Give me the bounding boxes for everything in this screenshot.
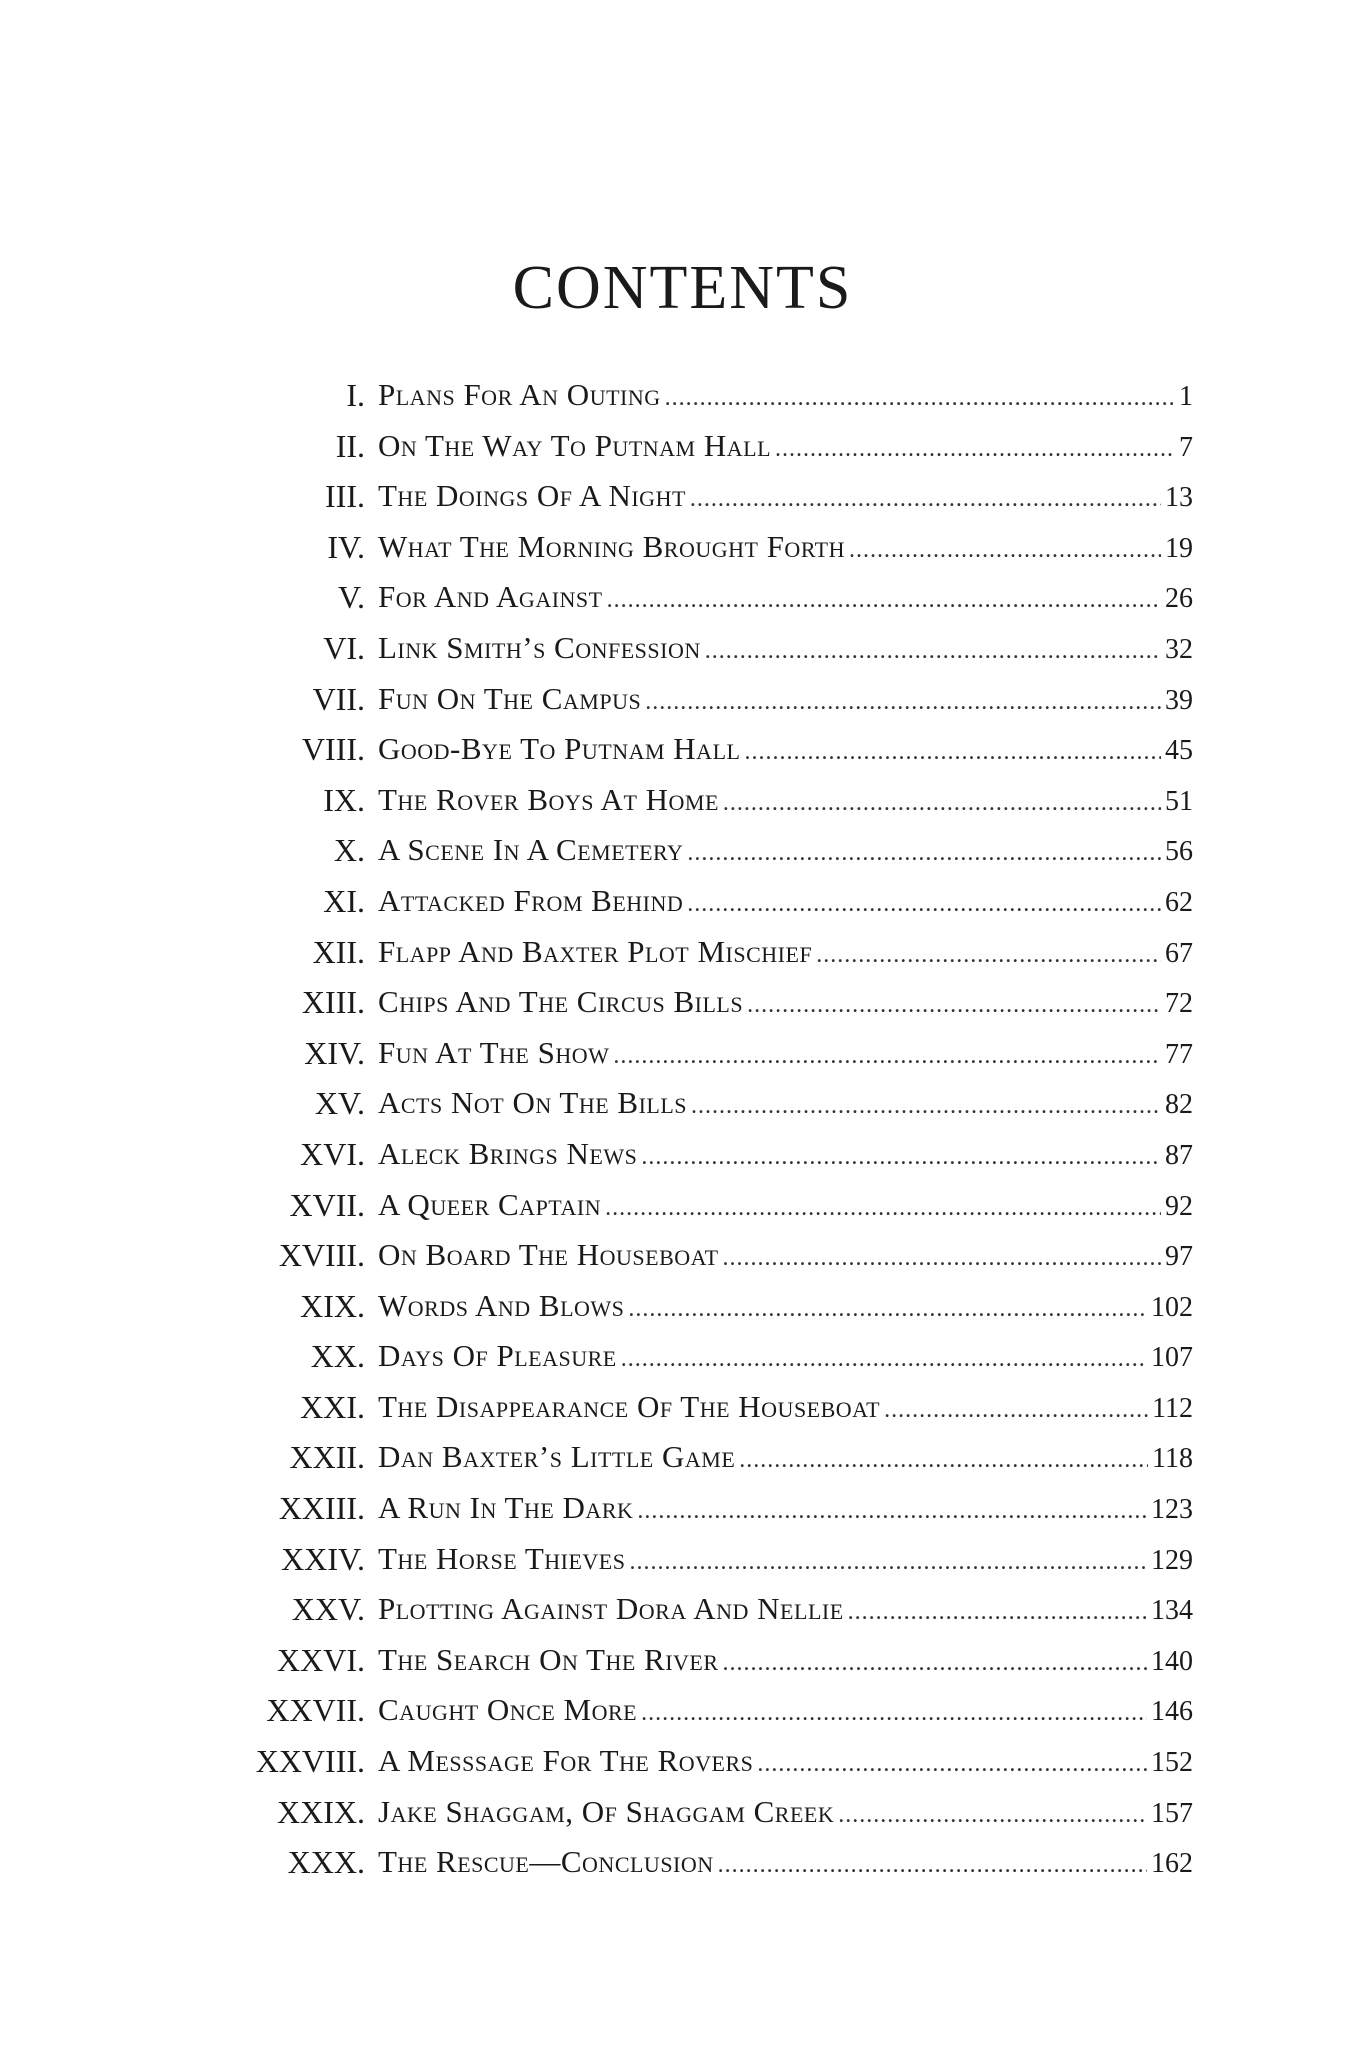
chapter-number: XXII. <box>289 1439 365 1476</box>
dot-leader <box>848 1587 1147 1637</box>
chapter-line <box>378 370 1193 423</box>
dot-leader <box>687 828 1161 878</box>
chapter-number: VII. <box>312 680 365 717</box>
chapter-line <box>378 977 1193 1030</box>
chapter-title: For And Against <box>378 579 603 615</box>
chapter-title: Acts Not On The Bills <box>378 1085 688 1121</box>
toc-entry[interactable] <box>0 876 1365 927</box>
chapter-number: XI. <box>323 882 365 919</box>
chapter-line <box>378 825 1193 878</box>
chapter-title: On The Way To Putnam Hall <box>378 427 772 463</box>
chapter-line <box>378 674 1193 727</box>
chapter-title: Jake Shaggam, Of Shaggam Creek <box>378 1793 835 1829</box>
page-number: 112 <box>1152 1392 1193 1424</box>
chapter-title: The Horse Thieves <box>378 1540 626 1576</box>
dot-leader <box>665 373 1175 423</box>
toc-entry[interactable] <box>0 572 1365 623</box>
toc-entry[interactable] <box>0 1534 1365 1585</box>
chapter-title: The Doings Of A Night <box>378 478 686 514</box>
toc-entry[interactable] <box>0 1635 1365 1686</box>
chapter-title: Chips And The Circus Bills <box>378 984 744 1020</box>
chapter-number: XVIII. <box>278 1237 365 1274</box>
chapter-number: XXIV. <box>281 1540 365 1577</box>
toc-entry[interactable] <box>0 421 1365 472</box>
chapter-number: XXVIII. <box>255 1743 365 1780</box>
chapter-line <box>378 1180 1193 1233</box>
page-number: 97 <box>1165 1241 1193 1273</box>
chapter-number: XX. <box>310 1338 365 1375</box>
toc-entry[interactable] <box>0 1837 1365 1888</box>
toc-entry[interactable] <box>0 927 1365 978</box>
dot-leader <box>723 1233 1161 1283</box>
chapter-number: XXX. <box>287 1844 365 1881</box>
dot-leader <box>621 1334 1147 1384</box>
toc-entry[interactable] <box>0 1180 1365 1231</box>
dot-leader <box>637 1486 1147 1536</box>
toc-entry[interactable] <box>0 1483 1365 1534</box>
toc-entry[interactable] <box>0 522 1365 573</box>
page-number: 134 <box>1151 1595 1193 1627</box>
chapter-line <box>378 623 1193 676</box>
chapter-number: XXI. <box>300 1388 365 1425</box>
chapter-number: XIII. <box>301 984 365 1021</box>
chapter-line <box>378 522 1193 575</box>
dot-leader <box>687 879 1161 929</box>
toc-entry[interactable] <box>0 1584 1365 1635</box>
chapter-number: XXIX. <box>277 1793 365 1830</box>
dot-leader <box>705 626 1161 676</box>
dot-leader <box>641 1132 1161 1182</box>
page-number: 51 <box>1165 785 1193 817</box>
chapter-line <box>378 1078 1193 1131</box>
page-number: 56 <box>1165 836 1193 868</box>
chapter-number: XVI. <box>300 1135 365 1172</box>
toc-entry[interactable] <box>0 471 1365 522</box>
toc-entry[interactable] <box>0 1281 1365 1332</box>
toc-entry[interactable] <box>0 1432 1365 1483</box>
toc-entry[interactable] <box>0 775 1365 826</box>
dot-leader <box>757 1739 1147 1789</box>
chapter-title: What The Morning Brought Forth <box>378 528 845 564</box>
page-number: 82 <box>1165 1089 1193 1121</box>
chapter-number: VI. <box>323 629 365 666</box>
chapter-number: XIX. <box>300 1287 365 1324</box>
chapter-number: XIV. <box>304 1034 365 1071</box>
chapter-number: II. <box>335 427 365 464</box>
chapter-title: Dan Baxter’s Little Game <box>378 1439 736 1475</box>
chapter-number: XXVI. <box>277 1641 365 1678</box>
toc-entry[interactable] <box>0 1230 1365 1281</box>
toc-entry[interactable] <box>0 1129 1365 1180</box>
toc-entry[interactable] <box>0 1028 1365 1079</box>
page-number: 26 <box>1165 583 1193 615</box>
chapter-line <box>378 1028 1193 1081</box>
dot-leader <box>775 424 1175 474</box>
chapter-title: A Queer Captain <box>378 1186 602 1222</box>
toc-entry[interactable] <box>0 1736 1365 1787</box>
page-number: 140 <box>1151 1645 1193 1677</box>
chapter-title: Caught Once More <box>378 1692 638 1728</box>
chapter-title: Flapp And Baxter Plot Mischief <box>378 933 813 969</box>
dot-leader <box>629 1537 1147 1587</box>
dot-leader <box>690 474 1161 524</box>
dot-leader <box>747 980 1161 1030</box>
toc-entry[interactable] <box>0 1078 1365 1129</box>
page-number: 32 <box>1165 633 1193 665</box>
page-number: 92 <box>1165 1190 1193 1222</box>
dot-leader <box>691 1081 1161 1131</box>
toc-entry[interactable] <box>0 674 1365 725</box>
chapter-title: Aleck Brings News <box>378 1135 638 1171</box>
chapter-line <box>378 1331 1193 1384</box>
chapter-title: Fun At The Show <box>378 1034 610 1070</box>
page-number: 7 <box>1179 431 1193 463</box>
toc-entry[interactable] <box>0 724 1365 775</box>
chapter-number: VIII. <box>301 731 365 768</box>
chapter-title: The Search On The River <box>378 1641 719 1677</box>
dot-leader <box>607 575 1161 625</box>
dot-leader <box>718 1840 1147 1890</box>
dot-leader <box>605 1183 1161 1233</box>
chapter-line <box>378 1534 1193 1587</box>
toc-entry[interactable] <box>0 370 1365 421</box>
page-number: 102 <box>1151 1291 1193 1323</box>
chapter-title: Fun On The Campus <box>378 680 642 716</box>
toc-entry[interactable] <box>0 1382 1365 1433</box>
chapter-title: On Board The Houseboat <box>378 1237 719 1273</box>
dot-leader <box>613 1031 1161 1081</box>
chapter-line <box>378 1736 1193 1789</box>
dot-leader <box>723 1638 1147 1688</box>
dot-leader <box>744 727 1161 777</box>
page-number: 152 <box>1151 1747 1193 1779</box>
chapter-number: XXIII. <box>278 1490 365 1527</box>
chapter-line <box>378 421 1193 474</box>
page-number: 45 <box>1165 735 1193 767</box>
page-number: 13 <box>1165 482 1193 514</box>
page-number: 162 <box>1151 1848 1193 1880</box>
toc-entry[interactable] <box>0 825 1365 876</box>
chapter-title: Days Of Pleasure <box>378 1338 617 1374</box>
page-number: 123 <box>1151 1494 1193 1526</box>
chapter-number: XXVII. <box>266 1692 365 1729</box>
chapter-title: Plotting Against Dora And Nellie <box>378 1591 844 1627</box>
dot-leader <box>849 525 1161 575</box>
chapter-number: IV. <box>327 528 365 565</box>
chapter-line <box>378 927 1193 980</box>
page-number: 87 <box>1165 1139 1193 1171</box>
page-number: 19 <box>1165 532 1193 564</box>
toc-entry[interactable] <box>0 1685 1365 1736</box>
page-number: 39 <box>1165 684 1193 716</box>
chapter-line <box>378 876 1193 929</box>
chapter-number: X. <box>333 832 365 869</box>
chapter-line <box>378 1230 1193 1283</box>
chapter-title: Good-Bye To Putnam Hall <box>378 731 741 767</box>
dot-leader <box>723 778 1161 828</box>
page-number: 77 <box>1165 1038 1193 1070</box>
chapter-line <box>378 1685 1193 1738</box>
chapter-title: The Rover Boys At Home <box>378 781 719 817</box>
page-number: 118 <box>1152 1443 1193 1475</box>
toc-entry[interactable] <box>0 1331 1365 1382</box>
chapter-line <box>378 1382 1193 1435</box>
page-number: 1 <box>1179 381 1193 412</box>
toc-entry[interactable] <box>0 1787 1365 1838</box>
dot-leader <box>645 677 1161 727</box>
page-number: 146 <box>1151 1696 1193 1728</box>
chapter-title: A Run In The Dark <box>378 1490 634 1526</box>
chapter-line <box>378 1837 1193 1890</box>
chapter-line <box>378 471 1193 524</box>
chapter-title: Link Smith’s Confession <box>378 629 701 665</box>
chapter-number: V. <box>338 579 365 616</box>
dot-leader <box>641 1688 1147 1738</box>
chapter-line <box>378 1432 1193 1485</box>
table-of-contents <box>0 370 1365 1888</box>
chapter-line <box>378 572 1193 625</box>
chapter-number: XII. <box>312 933 365 970</box>
dot-leader <box>739 1435 1148 1485</box>
chapter-title: A Scene In A Cemetery <box>378 832 684 868</box>
chapter-line <box>378 1483 1193 1536</box>
chapter-title: The Rescue—Conclusion <box>378 1844 714 1880</box>
chapter-number: XXV. <box>291 1591 365 1628</box>
chapter-line <box>378 1584 1193 1637</box>
page-number: 107 <box>1151 1342 1193 1374</box>
chapter-line <box>378 1129 1193 1182</box>
chapter-line <box>378 724 1193 777</box>
page-number: 157 <box>1151 1797 1193 1829</box>
toc-entry[interactable] <box>0 977 1365 1028</box>
toc-entry[interactable] <box>0 623 1365 674</box>
page-number: 67 <box>1165 937 1193 969</box>
chapter-number: XV. <box>314 1085 365 1122</box>
chapter-title: Words And Blows <box>378 1287 625 1323</box>
chapter-number: XVII. <box>289 1186 365 1223</box>
chapter-number: I. <box>346 377 365 413</box>
page-number: 129 <box>1151 1544 1193 1576</box>
chapter-line <box>378 1787 1193 1840</box>
chapter-line <box>378 1635 1193 1688</box>
chapter-title: Attacked From Behind <box>378 882 684 918</box>
chapter-number: IX. <box>323 781 365 818</box>
chapter-title: A Messsage For The Rovers <box>378 1743 754 1779</box>
dot-leader <box>816 930 1161 980</box>
chapter-title: The Disappearance Of The Houseboat <box>378 1388 881 1424</box>
chapter-title: Plans For An Outing <box>378 377 661 412</box>
page-number: 62 <box>1165 886 1193 918</box>
dot-leader <box>884 1385 1148 1435</box>
dot-leader <box>628 1284 1147 1334</box>
chapter-line <box>378 1281 1193 1334</box>
chapter-number: III. <box>325 478 365 515</box>
page-title: CONTENTS <box>512 254 853 322</box>
chapter-line <box>378 775 1193 828</box>
dot-leader <box>838 1790 1147 1840</box>
page-number: 72 <box>1165 988 1193 1020</box>
